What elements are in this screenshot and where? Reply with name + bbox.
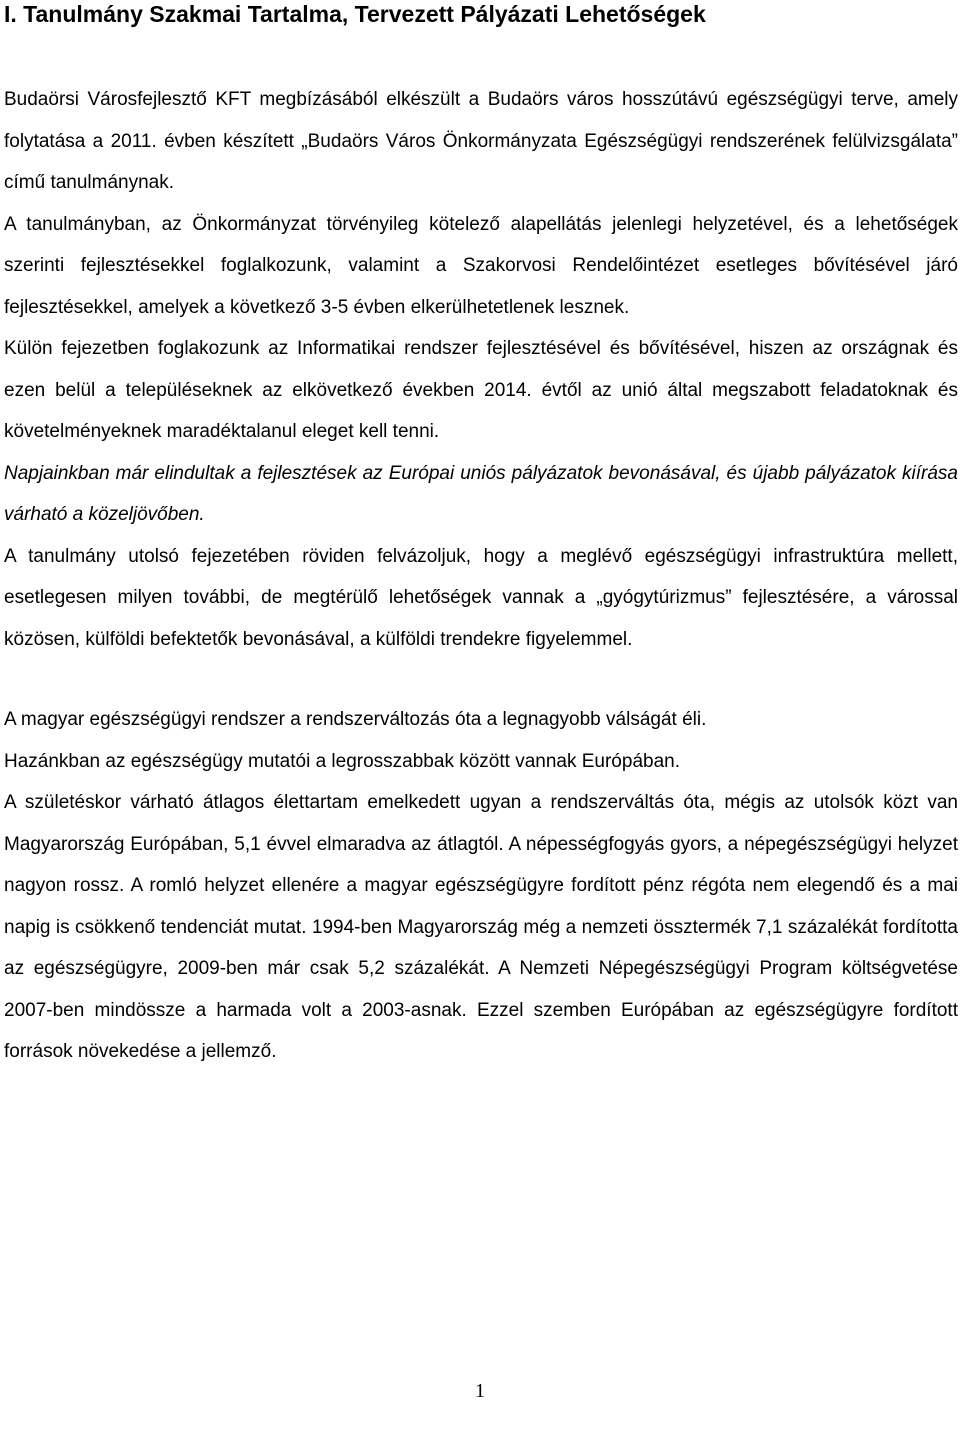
page-number: 1 [475,1380,485,1402]
paragraph-indicators: Hazánkban az egészségügy mutatói a legrosszabbak között vannak Európában. [4,750,680,772]
paragraph-life-expectancy: A születéskor várható átlagos élettartam emelkedett ugyan a rendszerváltás óta, mégis az utolsók közt van Magyarország Európában, 5,1 évvel elmaradva az átlagtól. A népességfogyás gyors, a népegészségügyi helyzet nagyon rossz. A romló helyzet ellenére a magyar egészségügyre fordított pénz régóta nem elegendő és a mai napig is csökkenő tendenciát mutat. 1994-ben Magyarország még a nemzeti össztermék 7,1 százalékát fordította az egészségügyre, 2009-ben már csak 5,2 százalékát. A Nemzeti Népegészségügyi Program költségvetése 2007-ben mindössze a harmada volt a 2003-asnak. Ezzel szemben Európában az egészségügyre fordított források növekedése a jellemző. [4,792,958,1062]
paragraph-intro: Budaörsi Városfejlesztő KFT megbízásából elkészült a Budaörs város hosszútávú egészségügyi terve, amely folytatása a 2011. évben készített „Budaörs Város Önkormányzata Egészségügyi rendszerének felülvizsgálata” című tanulmánynak. [4,89,958,193]
paragraph-informatics: Külön fejezetben foglakozunk az Informatikai rendszer fejlesztésével és bővítésével, hiszen az országnak és ezen belül a településeknek az elkövetkező években 2014. évtől az unió által megszabott feladatoknak és követelményeknek maradéktalanul eleget kell tenni. [4,338,958,442]
section-title: I. Tanulmány Szakmai Tartalma, Tervezett Pályázati Lehetőségek [4,1,706,27]
paragraph-crisis: A magyar egészségügyi rendszer a rendszerváltozás óta a legnagyobb válságát éli. [4,709,707,730]
paragraph-tenders: Napjainkban már elindultak a fejlesztések az Európai uniós pályázatok bevonásával, és újabb pályázatok kiírása várható a közeljövőben. [4,462,958,525]
document-body [4,79,958,1073]
paragraph-scope: A tanulmányban, az Önkormányzat törvényileg kötelező alapellátás jelenlegi helyzetével, és a lehetőségek szerinti fejlesztésekkel foglalkozunk, valamint a Szakorvosi Rendelőintézet esetleges bővítésével járó fejlesztésekkel, amelyek a következő 3-5 évben elkerülhetetlenek lesznek. [4,213,958,318]
paragraph-health-tourism: A tanulmány utolsó fejezetében röviden felvázoljuk, hogy a meglévő egészségügyi infrastruktúra mellett, esetlegesen milyen további, de megtérülő lehetőségek vannak a „gyógytúrizmus” fejlesztésére, a várossal közösen, külföldi befektetők bevonásával, a külföldi trendekre figyelemmel. [4,545,958,650]
